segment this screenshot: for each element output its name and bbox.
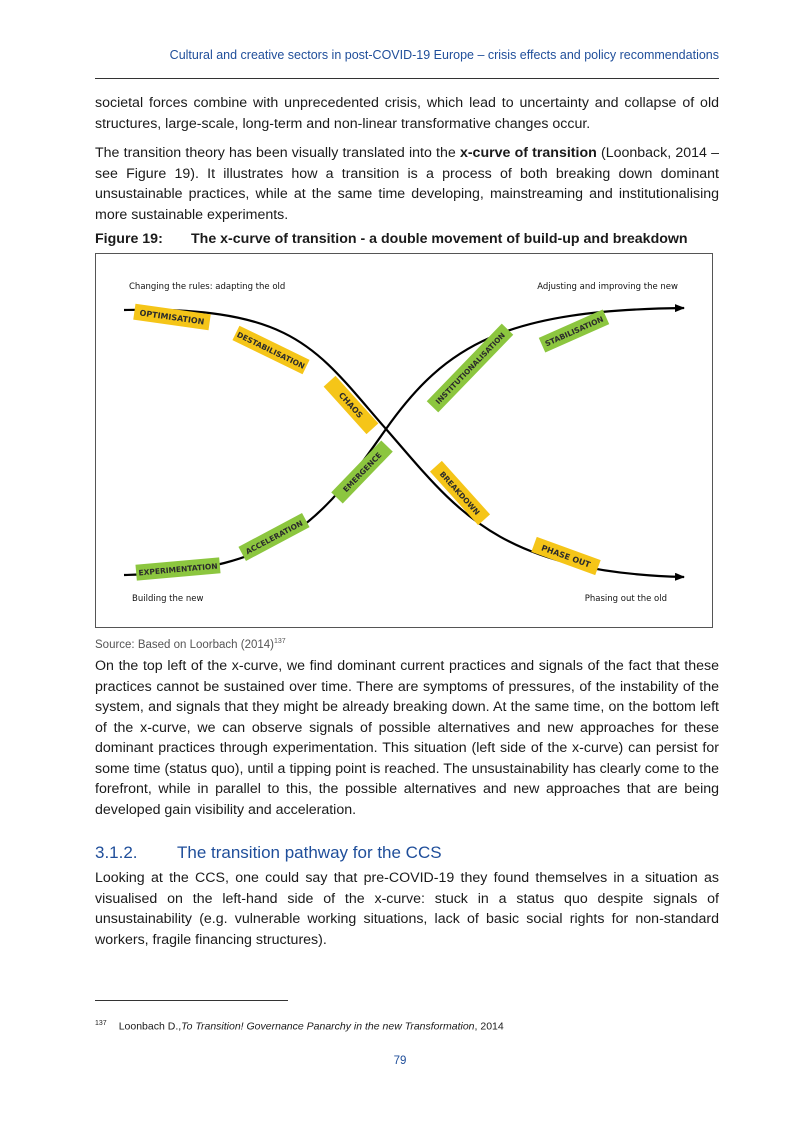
figure-title: The x-curve of transition - a double movement of build-up and breakdown: [191, 231, 688, 247]
source-text: Source: Based on Loorbach (2014): [95, 638, 275, 651]
stage-emergence-label: EMERGENCE: [341, 450, 384, 495]
footnote-author: Loonbach D.,: [118, 1020, 182, 1033]
intro-paragraph-1: societal forces combine with unprecedented crisis, which lead to uncertainty and collapse of old structures, large-scale, long-term and non-linear transformative changes occur.: [95, 95, 719, 132]
footnote-rule: [95, 1000, 288, 1001]
stage-breakdown-label: BREAKDOWN: [437, 469, 482, 517]
footnote-title: To Transition! Governance Panarchy in the new Transformation: [181, 1020, 475, 1033]
p2-bold-term: x-curve of transition: [459, 145, 597, 161]
stage-chaos-label: CHAOS: [336, 390, 365, 420]
stage-chaos: [324, 376, 379, 434]
figure-number: Figure 19:: [95, 231, 163, 247]
label-bottom-left: Building the new: [132, 594, 204, 604]
stage-experimentation: [135, 557, 220, 580]
label-bottom-right: Phasing out the old: [584, 594, 667, 604]
body-paragraph-4: Looking at the CCS, one could say that pre-COVID-19 they found themselves in a situation as visualised on the left-hand side of the x-curve: stuck in a status quo despite signals of unsustainability (e.g. vulnerable working situations, lack of basic social rights for non-standard workers, fragile financing structures).: [95, 870, 719, 948]
stage-optimisation: [133, 304, 210, 330]
stage-stabilisation-label: STABILISATION: [543, 314, 605, 349]
label-top-right: Adjusting and improving the new: [537, 282, 678, 292]
stage-acceleration: [238, 513, 309, 561]
p2-text-after: (Loonback, 2014 – see Figure 19). It illustrates how a transition is a process of both breaking down dominant unsustainable practices, while at the same time developing, mainstreaming and institutionalising more sustainable experiments.: [95, 145, 719, 223]
body-paragraph-3: On the top left of the x-curve, we find dominant current practices and signals of the fact that these practices cannot be sustained over time. There are symptoms of pressures, of the instability of the system, and signals that they might be already breaking down. At the same time, on the bottom left of the x-curve, we can observe signals of possible alternatives and new approaches for these dominant practices through experimentation. This situation (left side of the x-curve) can persist for some time (status quo), until a tipping point is reached. The unsustainability has clearly come to the forefront, while in parallel to this, the possible alternatives and new approaches that are being developed gain visibility and acceleration.: [95, 658, 719, 818]
breakdown-curve: [124, 310, 684, 577]
footnote-year: , 2014: [474, 1020, 504, 1033]
stage-optimisation-label: OPTIMISATION: [138, 308, 205, 327]
buildup-curve: [124, 308, 684, 575]
stage-destabilisation-label: DESTABILISATION: [235, 330, 307, 371]
stage-phase-out-label: PHASE OUT: [540, 543, 592, 570]
section-title: The transition pathway for the CCS: [177, 843, 442, 862]
footnote: [95, 1020, 504, 1033]
label-top-left: Changing the rules: adapting the old: [129, 282, 286, 292]
x-curve-figure: [95, 253, 713, 628]
stage-emergence: [331, 441, 393, 504]
section-number: 3.1.2.: [95, 843, 138, 862]
footnote-ref: 137: [95, 1020, 107, 1027]
header-rule: [95, 78, 719, 79]
intro-paragraph-2: [95, 143, 719, 225]
source-ref: 137: [274, 638, 286, 645]
stage-breakdown: [430, 461, 490, 525]
page-number: 79: [393, 1055, 407, 1067]
figure-caption: [95, 231, 688, 247]
stage-experimentation-label: EXPERIMENTATION: [138, 561, 218, 578]
running-header: Cultural and creative sectors in post-COVID-19 Europe – crisis effects and policy recommendations: [169, 48, 719, 62]
stage-institutionalisation-label: INSTITUTIONALISATION: [433, 330, 507, 407]
stage-destabilisation: [232, 326, 309, 375]
section-heading: [95, 843, 442, 863]
figure-source: [95, 638, 286, 651]
stage-acceleration-label: ACCELERATION: [244, 518, 305, 557]
p2-text-before: The transition theory has been visually translated into the: [95, 145, 460, 161]
